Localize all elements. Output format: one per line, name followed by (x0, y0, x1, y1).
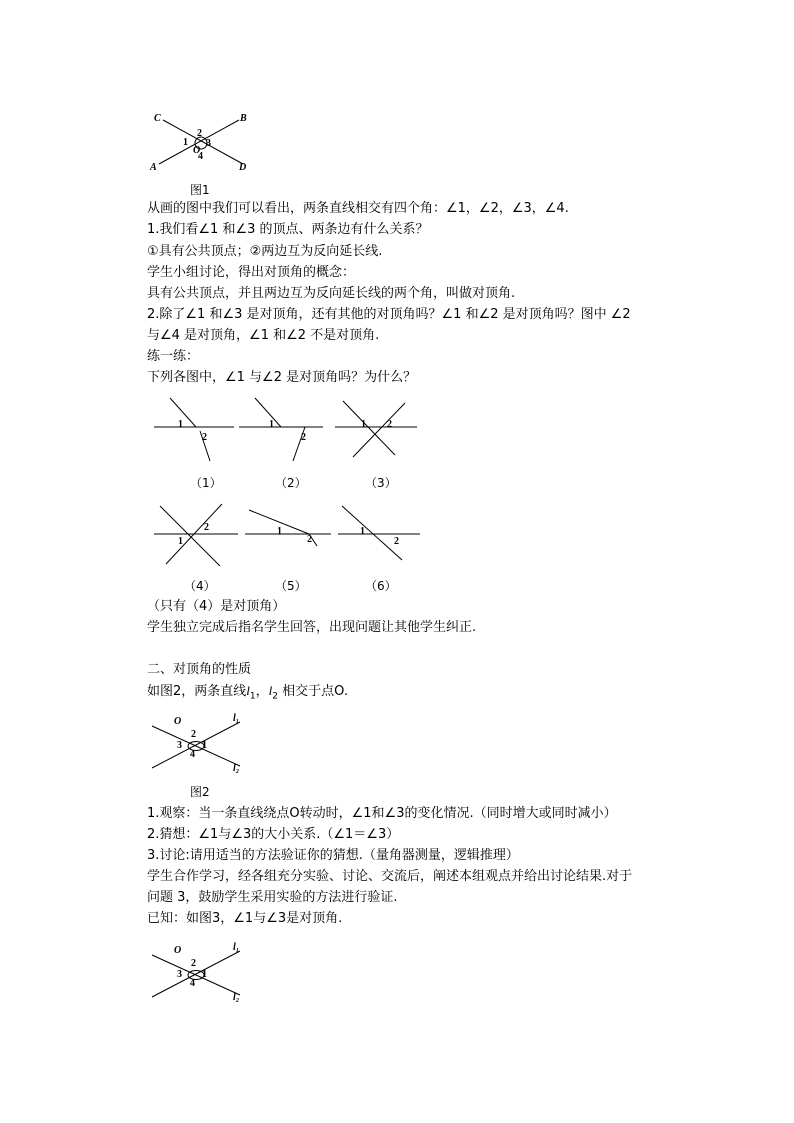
label-O: O (193, 145, 201, 156)
text-line: ①具有公共顶点；②两边互为反向延长线. (147, 244, 383, 259)
text-line: 1.我们看∠1 和∠3 的顶点、两条边有什么关系？ (147, 222, 429, 237)
angle-4-label: 4 (190, 749, 195, 760)
label-l2: l₂ (233, 992, 240, 1003)
label-C: C (154, 113, 161, 124)
text-line: 学生小组讨论，得出对顶角的概念： (147, 265, 356, 280)
angle-1-label: 1 (202, 969, 207, 980)
angle-3-label: 3 (177, 969, 182, 980)
angle-2-label: 2 (204, 522, 209, 533)
text-line: 与∠4 是对顶角，∠1 和∠2 不是对顶角. (147, 328, 380, 343)
angle-2-label: 2 (191, 958, 196, 969)
angle-2-label: 2 (191, 729, 196, 740)
figure-1-caption: 图1 (190, 183, 210, 197)
text-line: 3.讨论:请用适当的方法验证你的猜想.（量角器测量，逻辑推理） (147, 848, 519, 863)
angle-1-label: 1 (269, 419, 274, 430)
exercise-figure-5 (243, 500, 333, 570)
angle-3-label: 3 (206, 138, 211, 149)
angle-4-label: 4 (198, 151, 203, 162)
figure-2 (148, 708, 248, 778)
text-line: 练一练： (147, 349, 200, 364)
label-A: A (150, 162, 157, 172)
angle-1-label: 1 (277, 526, 282, 537)
exercise-figure-3 (333, 395, 423, 463)
label-l1: l₁ (233, 713, 240, 724)
exercise-figure-6 (336, 500, 426, 570)
label-l2: l₂ (233, 763, 240, 774)
text-line: （只有（4）是对顶角） (147, 599, 286, 614)
exercise-figure-4 (152, 500, 240, 570)
exercise-figure-2 (237, 395, 327, 463)
figure-1 (145, 110, 255, 172)
label-B: B (240, 113, 247, 124)
text-line: 2.除了∠1 和∠3 是对顶角，还有其他的对顶角吗？∠1 和∠2 是对顶角吗？图中 ∠2 (147, 307, 631, 322)
text-line: 从画的图中我们可以看出，两条直线相交有四个角：∠1，∠2，∠3，∠4. (147, 201, 569, 216)
label-O: O (174, 716, 182, 727)
angle-1-label: 1 (178, 419, 183, 430)
angle-2-label: 2 (197, 128, 202, 139)
angle-3-label: 3 (177, 740, 182, 751)
exercise-caption-1: （1） (190, 476, 222, 490)
angle-2-label: 2 (202, 432, 207, 443)
angle-2-label: 2 (394, 536, 399, 547)
exercise-figure-1 (152, 395, 237, 463)
text-line: 具有公共顶点，并且两边互为反向延长线的两个角，叫做对顶角. (147, 286, 516, 301)
text-line: 学生独立完成后指名学生回答，出现问题让其他学生纠正. (147, 620, 477, 635)
text-line: 下列各图中，∠1 与∠2 是对顶角吗？为什么？ (147, 370, 417, 385)
section-intro: 如图2，两条直线$l_1$，$l_2$ 相交于点O. (147, 683, 348, 702)
figure-2-caption: 图2 (190, 785, 210, 799)
text-line: 1.观察：当一条直线绕点O转动时，∠1和∠3的变化情况.（同时增大或同时减小） (147, 806, 617, 821)
label-l1: l₁ (233, 942, 240, 953)
label-O: O (174, 945, 182, 956)
exercise-caption-2: （2） (275, 476, 307, 490)
angle-2-label: 2 (307, 534, 312, 545)
exercise-caption-4: （4） (184, 579, 216, 593)
angle-1-label: 1 (360, 526, 365, 537)
text-line: 2.猜想：∠1与∠3的大小关系.（∠1＝∠3） (147, 827, 400, 842)
figure-3 (148, 937, 248, 1007)
exercise-caption-5: （5） (275, 579, 307, 593)
angle-1-label: 1 (202, 740, 207, 751)
section-heading: 二、对顶角的性质 (147, 662, 252, 677)
text-line: 学生合作学习，经各组充分实验、讨论、交流后，阐述本组观点并给出讨论结果.对于 (147, 869, 633, 884)
label-D: D (239, 162, 247, 172)
angle-1-label: 1 (361, 419, 366, 430)
exercise-caption-3: （3） (365, 476, 397, 490)
angle-2-label: 2 (387, 419, 392, 430)
text-line: 已知：如图3，∠1与∠3是对顶角. (147, 911, 343, 926)
angle-1-label: 1 (183, 137, 188, 148)
text-line: 问题 3，鼓励学生采用实验的方法进行验证. (147, 890, 398, 905)
exercise-caption-6: （6） (365, 579, 397, 593)
angle-2-label: 2 (301, 432, 306, 443)
angle-1-label: 1 (178, 536, 183, 547)
angle-4-label: 4 (190, 978, 195, 989)
